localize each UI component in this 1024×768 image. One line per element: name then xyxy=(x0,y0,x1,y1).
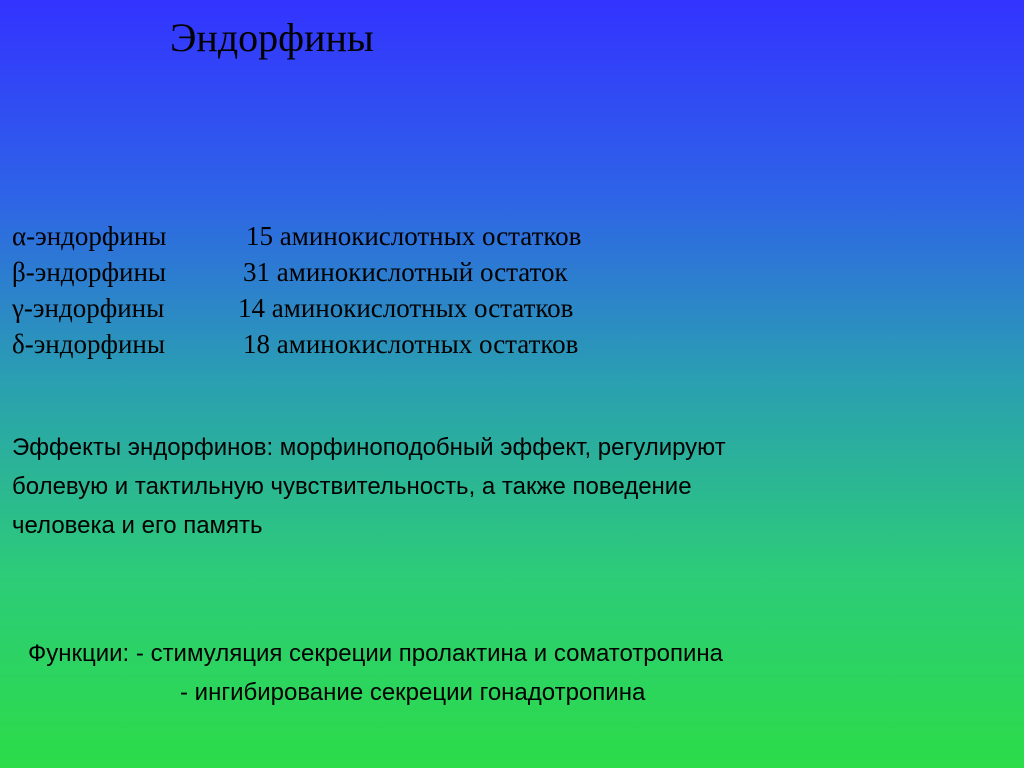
endorphin-count: 31 аминокислотный остаток xyxy=(243,257,568,287)
endorphin-name: α-эндорфины xyxy=(12,221,167,251)
functions-row xyxy=(28,634,723,673)
endorphin-count: 14 аминокислотных остатков xyxy=(238,293,574,323)
endorphin-count: 18 аминокислотных остатков xyxy=(243,329,579,359)
endorphin-name: γ-эндорфины xyxy=(12,293,165,323)
effects-paragraph xyxy=(12,428,972,545)
effects-line: Эффекты эндорфинов: морфиноподобный эффект, регулируют xyxy=(12,434,726,461)
functions-label: Функции: xyxy=(28,640,130,667)
functions-block xyxy=(28,634,723,712)
endorphin-name: β-эндорфины xyxy=(12,257,167,287)
functions-row xyxy=(28,673,723,712)
slide-title: Эндорфины xyxy=(170,15,374,60)
endorphin-count: 15 аминокислотных остатков xyxy=(246,221,582,251)
functions-item: - ингибирование секреции гонадотропина xyxy=(180,679,646,706)
functions-item: - стимуляция секреции пролактина и соматотропина xyxy=(135,640,723,667)
effects-line: болевую и тактильную чувствительность, а также поведение xyxy=(12,473,692,500)
endorphin-name: δ-эндорфины xyxy=(12,329,166,359)
effects-line: человека и его память xyxy=(12,512,263,539)
